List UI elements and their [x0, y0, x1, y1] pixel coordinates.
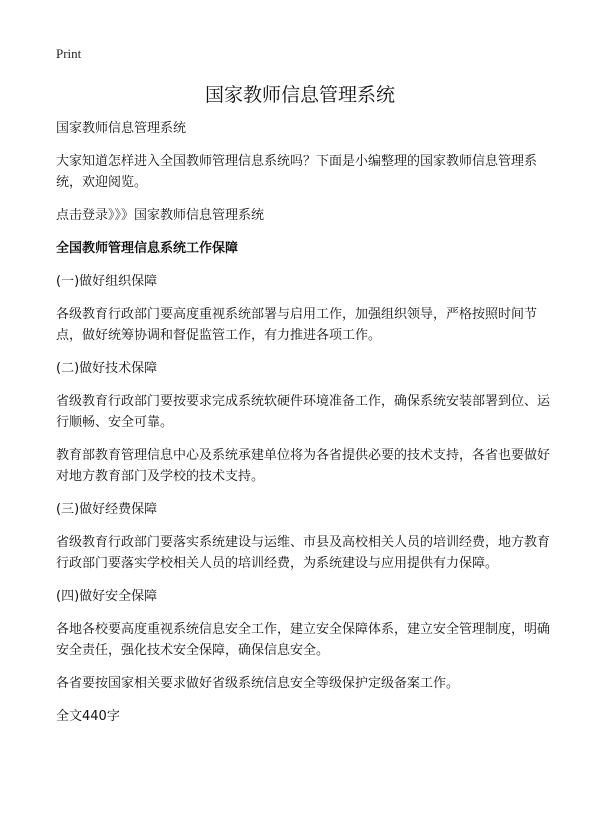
- subsection-technology: (二)做好技术保障: [56, 361, 158, 376]
- login-link[interactable]: 点击登录》》》国家教师信息管理系统: [56, 208, 265, 223]
- word-count: 全文440字: [56, 709, 120, 724]
- article-body: [56, 118, 550, 739]
- paragraph-security-2: 各省要按国家相关要求做好省级系统信息安全等级保护定级备案工作。: [56, 676, 460, 691]
- page-title: 国家教师信息管理系统: [204, 84, 395, 106]
- print-link[interactable]: Print: [56, 46, 82, 61]
- paragraph-organization: 各级教育行政部门要高度重视系统部署与启用工作，加强组织领导，严格按照时间节点，做好统筹协调和督促监管工作，有力推进各项工作。: [56, 307, 538, 343]
- paragraph-security-1: 各地各校要高度重视系统信息安全工作，建立安全保障体系，建立安全管理制度，明确安全责任，强化技术安全保障，确保信息安全。: [56, 622, 551, 658]
- subsection-security: (四)做好安全保障: [56, 589, 158, 604]
- intro-paragraph: 大家知道怎样进入全国教师管理信息系统吗？下面是小编整理的国家教师信息管理系统，欢迎阅览。: [56, 154, 538, 190]
- subsection-organization: (一)做好组织保障: [56, 274, 158, 289]
- paragraph-technology-2: 教育部教育管理信息中心及系统承建单位将为各省提供必要的技术支持，各省也要做好对地方教育部门及学校的技术支持。: [56, 448, 551, 484]
- subsection-funding: (三)做好经费保障: [56, 502, 158, 517]
- paragraph-funding: 省级教育行政部门要落实系统建设与运维、市县及高校相关人员的培训经费，地方教育行政部门要落实学校相关人员的培训经费，为系统建设与应用提供有力保障。: [56, 535, 551, 571]
- section-heading: 全国教师管理信息系统工作保障: [56, 241, 239, 256]
- paragraph-technology-1: 省级教育行政部门要按要求完成系统软硬件环境准备工作，确保系统安装部署到位、运行顺畅、安全可靠。: [56, 394, 551, 430]
- intro-heading: 国家教师信息管理系统: [56, 121, 187, 136]
